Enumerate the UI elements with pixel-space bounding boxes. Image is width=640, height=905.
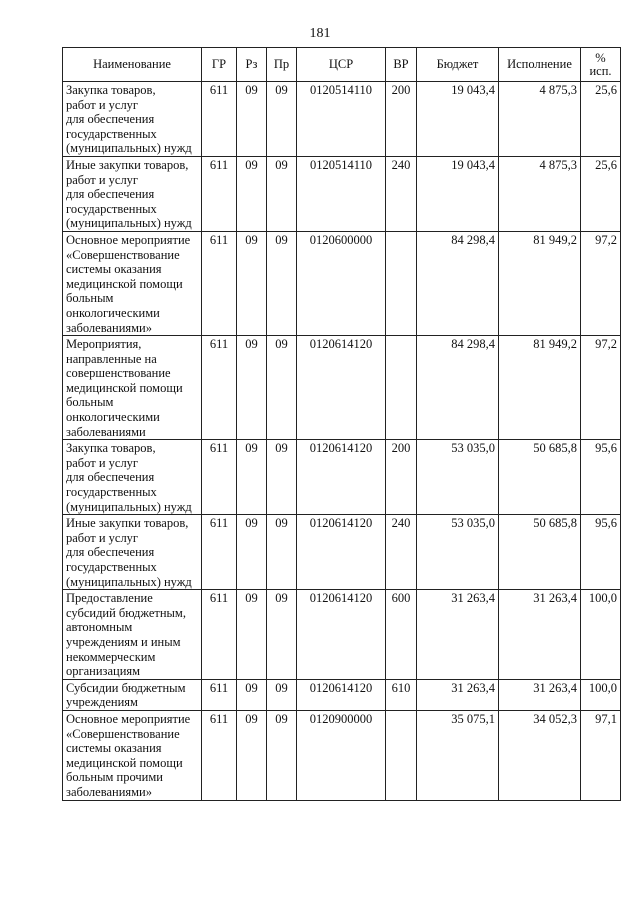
row-percent: 25,6 [581, 82, 621, 157]
row-vr [386, 710, 417, 800]
row-budget: 53 035,0 [417, 440, 499, 515]
row-gr: 611 [202, 82, 237, 157]
row-percent: 97,2 [581, 231, 621, 335]
row-vr: 240 [386, 156, 417, 231]
header-percent-label: исп. [589, 63, 612, 78]
header-rz: Рз [237, 48, 267, 82]
header-budget: Бюджет [417, 48, 499, 82]
row-name: Закупка товаров, работ и услуг для обеспечения государственных (муниципальных) нужд [63, 82, 202, 157]
header-percent-sign: % [595, 50, 606, 65]
row-execution: 31 263,4 [499, 679, 581, 710]
row-csr: 0120614120 [297, 590, 386, 680]
row-pr: 09 [267, 82, 297, 157]
row-budget: 53 035,0 [417, 515, 499, 590]
row-vr: 610 [386, 679, 417, 710]
row-gr: 611 [202, 679, 237, 710]
row-budget: 84 298,4 [417, 231, 499, 335]
row-percent: 95,6 [581, 440, 621, 515]
row-name: Мероприятия, направленные на совершенствование медицинской помощи больным онкологическими заболеваниями [63, 336, 202, 440]
header-vr: ВР [386, 48, 417, 82]
row-csr: 0120514110 [297, 82, 386, 157]
row-name: Основное мероприятие «Совершенствование системы оказания медицинской помощи больным прочими заболеваниями» [63, 710, 202, 800]
row-rz: 09 [237, 336, 267, 440]
row-pr: 09 [267, 710, 297, 800]
table-row [63, 336, 621, 440]
row-name: Предоставление субсидий бюджетным, автономным учреждениям и иным некоммерческим организациям [63, 590, 202, 680]
row-percent: 100,0 [581, 590, 621, 680]
row-pr: 09 [267, 336, 297, 440]
header-pr: Пр [267, 48, 297, 82]
row-gr: 611 [202, 515, 237, 590]
row-rz: 09 [237, 82, 267, 157]
table-header-row [63, 48, 621, 82]
row-execution: 81 949,2 [499, 336, 581, 440]
row-budget: 31 263,4 [417, 590, 499, 680]
row-csr: 0120600000 [297, 231, 386, 335]
row-csr: 0120514110 [297, 156, 386, 231]
row-csr: 0120614120 [297, 440, 386, 515]
row-pr: 09 [267, 590, 297, 680]
header-execution: Исполнение [499, 48, 581, 82]
table-row [63, 440, 621, 515]
row-gr: 611 [202, 231, 237, 335]
table-row [63, 82, 621, 157]
table-body [63, 82, 621, 801]
header-name: Наименование [63, 48, 202, 82]
row-rz: 09 [237, 440, 267, 515]
row-csr: 0120900000 [297, 710, 386, 800]
row-gr: 611 [202, 336, 237, 440]
table-row [63, 679, 621, 710]
table-row [63, 231, 621, 335]
row-pr: 09 [267, 231, 297, 335]
row-execution: 31 263,4 [499, 590, 581, 680]
row-execution: 34 052,3 [499, 710, 581, 800]
row-execution: 50 685,8 [499, 440, 581, 515]
row-budget: 35 075,1 [417, 710, 499, 800]
row-name: Основное мероприятие «Совершенствование системы оказания медицинской помощи больным онкологическими заболеваниями» [63, 231, 202, 335]
row-vr: 600 [386, 590, 417, 680]
row-name: Закупка товаров, работ и услуг для обеспечения государственных (муниципальных) нужд [63, 440, 202, 515]
row-name: Иные закупки товаров, работ и услуг для обеспечения государственных (муниципальных) нужд [63, 156, 202, 231]
row-vr [386, 231, 417, 335]
row-budget: 31 263,4 [417, 679, 499, 710]
table-row [63, 710, 621, 800]
row-vr: 200 [386, 82, 417, 157]
row-gr: 611 [202, 590, 237, 680]
table-row [63, 156, 621, 231]
row-rz: 09 [237, 590, 267, 680]
row-budget: 84 298,4 [417, 336, 499, 440]
row-percent: 97,2 [581, 336, 621, 440]
row-name: Субсидии бюджетным учреждениям [63, 679, 202, 710]
row-rz: 09 [237, 515, 267, 590]
row-pr: 09 [267, 515, 297, 590]
row-execution: 81 949,2 [499, 231, 581, 335]
row-budget: 19 043,4 [417, 156, 499, 231]
header-percent [581, 48, 621, 82]
budget-execution-table [62, 47, 621, 801]
header-gr: ГР [202, 48, 237, 82]
row-budget: 19 043,4 [417, 82, 499, 157]
row-percent: 97,1 [581, 710, 621, 800]
row-percent: 100,0 [581, 679, 621, 710]
row-gr: 611 [202, 710, 237, 800]
row-rz: 09 [237, 679, 267, 710]
row-execution: 4 875,3 [499, 82, 581, 157]
header-csr: ЦСР [297, 48, 386, 82]
row-rz: 09 [237, 231, 267, 335]
table-row [63, 590, 621, 680]
table-row [63, 515, 621, 590]
row-pr: 09 [267, 440, 297, 515]
row-gr: 611 [202, 156, 237, 231]
row-percent: 25,6 [581, 156, 621, 231]
row-pr: 09 [267, 679, 297, 710]
row-name: Иные закупки товаров, работ и услуг для обеспечения государственных (муниципальных) нужд [63, 515, 202, 590]
row-csr: 0120614120 [297, 515, 386, 590]
row-csr: 0120614120 [297, 679, 386, 710]
row-vr: 200 [386, 440, 417, 515]
row-rz: 09 [237, 156, 267, 231]
row-vr: 240 [386, 515, 417, 590]
row-gr: 611 [202, 440, 237, 515]
row-rz: 09 [237, 710, 267, 800]
row-percent: 95,6 [581, 515, 621, 590]
row-vr [386, 336, 417, 440]
row-execution: 4 875,3 [499, 156, 581, 231]
row-csr: 0120614120 [297, 336, 386, 440]
row-pr: 09 [267, 156, 297, 231]
row-execution: 50 685,8 [499, 515, 581, 590]
page-number: 181 [309, 26, 331, 41]
